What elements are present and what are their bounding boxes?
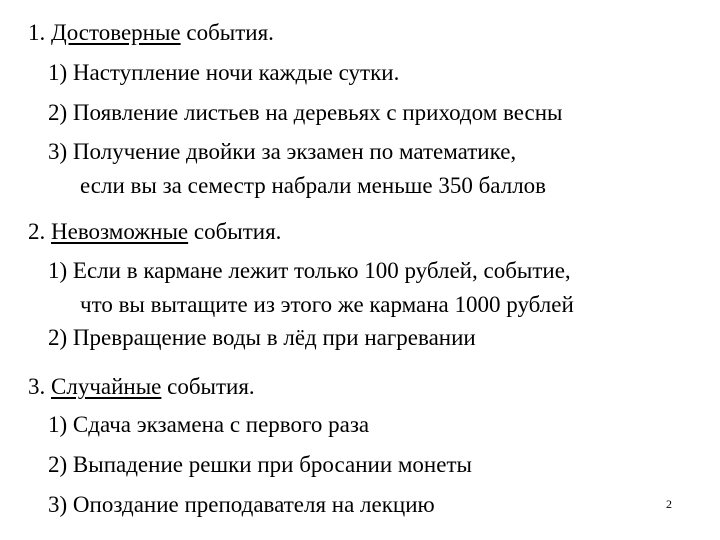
- section-2-keyword: Невозможные: [51, 219, 189, 244]
- section-2-number: 2.: [28, 219, 46, 244]
- section-1-number: 1.: [28, 20, 46, 45]
- section-3-item-2: 2) Выпадение решки при бросании монеты: [48, 452, 472, 477]
- section-3-suffix: события.: [167, 374, 255, 399]
- section-3-keyword: Случайные: [51, 374, 162, 399]
- section-1-item-1: 1) Наступление ночи каждые сутки.: [48, 60, 400, 85]
- section-2-suffix: события.: [193, 219, 282, 244]
- section-3-number: 3.: [28, 374, 46, 399]
- section-1-item-3-continuation: если вы за семестр набрали меньше 350 баллов: [80, 173, 547, 198]
- section-1-item-2: 2) Появление листьев на деревьях с приходом весны: [48, 100, 563, 125]
- section-3-item-3: 3) Опоздание преподавателя на лекцию: [48, 492, 435, 517]
- section-2-item-2: 2) Превращение воды в лёд при нагревании: [48, 325, 476, 350]
- section-3-heading: [28, 372, 255, 402]
- section-2-item-1: 1) Если в кармане лежит только 100 рублей, событие,: [48, 258, 571, 283]
- section-2-heading: [28, 217, 281, 247]
- section-1-heading: [28, 18, 274, 48]
- section-1-keyword: Достоверные: [51, 20, 181, 45]
- section-3-item-1: 1) Сдача экзамена с первого раза: [48, 412, 370, 437]
- section-1-suffix: события.: [186, 20, 274, 45]
- page-number: 2: [666, 497, 672, 511]
- section-1-item-3: 3) Получение двойки за экзамен по математике,: [48, 139, 517, 164]
- section-2-item-1-continuation: что вы вытащите из этого же кармана 1000 рублей: [80, 292, 574, 317]
